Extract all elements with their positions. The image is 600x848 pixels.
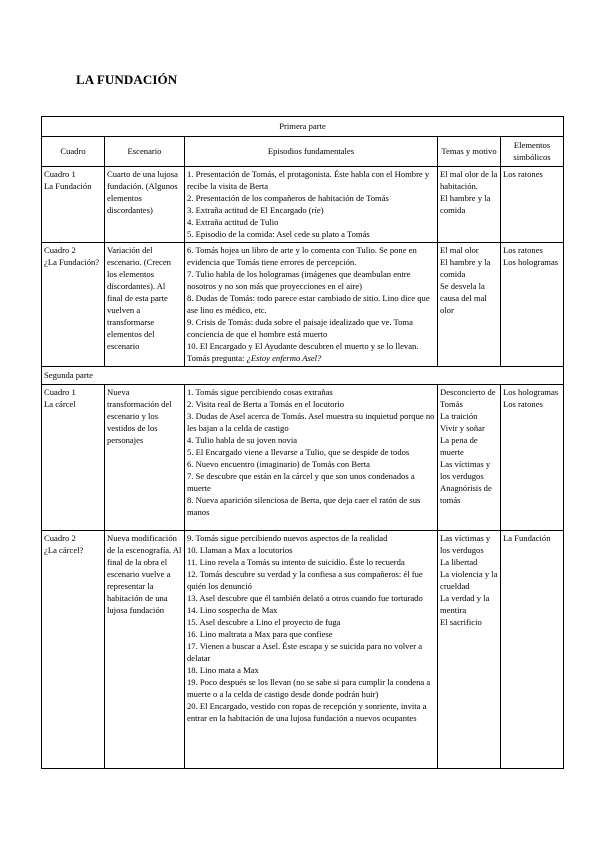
tema: Anagnórisis de tomás <box>440 483 492 505</box>
elemento: Los hologramas <box>503 387 559 397</box>
header-cuadro: Cuadro <box>42 137 105 167</box>
episodios-cell <box>185 167 438 243</box>
elementos-cell <box>501 531 564 769</box>
elemento: Los ratones <box>503 399 543 409</box>
tema: El hambre y la comida <box>440 257 491 279</box>
page-title: LA FUNDACIÓN <box>76 72 178 87</box>
elemento: Los hologramas <box>503 257 559 267</box>
episodios-cell <box>185 531 438 769</box>
episode: 1. Tomás sigue percibiendo cosas extrañas <box>187 387 333 397</box>
elemento: Los ratones <box>503 169 543 179</box>
episode: 8. Dudas de Tomás: todo parece estar cambiado de sitio. Lino dice que ase lino es médico, etc. <box>187 293 430 315</box>
escenario-cell: Nueva transformación del escenario y los vestidos de los personajes <box>105 385 185 531</box>
cuadro-cell <box>42 531 105 769</box>
cuadro-cell <box>42 385 105 531</box>
elementos-cell <box>501 385 564 531</box>
tema: La libertad <box>440 557 478 567</box>
episode: 2. Visita real de Berta a Tomás en el locutorio <box>187 399 345 409</box>
temas-cell <box>438 385 501 531</box>
tema: La pena de muerte <box>440 435 478 457</box>
episode-quote: ¿Estoy enfermo Asel? <box>246 353 322 363</box>
episode: 5. El Encargado viene a llevarse a Tulio, que se despide de todos <box>187 447 410 457</box>
episode: 7. Se descubre que están en la cárcel y que son unos condenados a muerte <box>187 471 415 493</box>
table-row <box>42 243 564 367</box>
escenario-cell: Variación del escenario. (Crecen los elementos discordantes). Al final de esta parte vuelven a transformarse elementos del escenario <box>105 243 185 367</box>
episode: 18. Lino mata a Max <box>187 665 259 675</box>
elemento: Los ratones <box>503 245 543 255</box>
tema: El hambre y la comida <box>440 193 491 215</box>
escenario-cell: Nueva modificación de la escenografía. Al final de la obra el escenario vuelve a representar la habitación de una lujosa fundación <box>105 531 185 769</box>
episodios-cell <box>185 243 438 367</box>
episode: 3. Dudas de Asel acerca de Tomás. Asel muestra su inquietud porque no les bajan a la celda de castigo <box>187 411 435 433</box>
tema: Las víctimas y los verdugos <box>440 533 491 555</box>
episode: 9. Crisis de Tomás: duda sobre el paisaje idealizado que ve. Toma conciencia de que el hombre está muerto <box>187 317 413 339</box>
episode: 8. Nueva aparición silenciosa de Berta, que deja caer el ratón de sus manos <box>187 495 421 517</box>
cuadro-cell <box>42 243 105 367</box>
episodios-cell <box>185 385 438 531</box>
temas-cell <box>438 167 501 243</box>
cuadro-number: Cuadro 2 <box>44 533 76 543</box>
tema: Vivir y soñar <box>440 423 485 433</box>
episode: 6. Nuevo encuentro (imaginario) de Tomás con Berta <box>187 459 370 469</box>
tema: Las víctimas y los verdugos <box>440 459 491 481</box>
structure-table <box>41 116 564 769</box>
table-row <box>42 385 564 531</box>
episode: 6. Tomás hojea un libro de arte y lo comenta con Tulio. Se pone en evidencia que Tomás tiene errores de percepción. <box>187 245 417 267</box>
episode: 2. Presentación de los compañeros de habitación de Tomás <box>187 193 389 203</box>
episode-last <box>187 340 435 364</box>
header-episodios: Episodios fundamentales <box>185 137 438 167</box>
cuadro-name: La Fundación <box>44 181 92 191</box>
cuadro-number: Cuadro 1 <box>44 169 76 179</box>
tema: La verdad y la mentira <box>440 593 490 615</box>
episode: 13. Asel descubre que él también delató a otros cuando fue torturado <box>187 593 423 603</box>
tema: La traición <box>440 411 478 421</box>
episode: 3. Extraña actitud de El Encargado (ríe) <box>187 205 324 215</box>
cuadro-name: La cárcel <box>44 399 76 409</box>
episode: 9. Tomás sigue percibiendo nuevos aspectos de la realidad <box>187 533 388 543</box>
episode: 12. Tomás descubre su verdad y la confiesa a sus compañeros: él fue quién los denunció <box>187 569 423 591</box>
episode: 1. Presentación de Tomás, el protagonista. Éste habla con el Hombre y recibe la visita de Berta <box>187 169 430 191</box>
cuadro-name: ¿La Fundación? <box>44 257 100 267</box>
episode: 14. Lino sospecha de Max <box>187 605 278 615</box>
temas-cell <box>438 243 501 367</box>
cuadro-number: Cuadro 2 <box>44 245 76 255</box>
elementos-cell <box>501 243 564 367</box>
escenario-cell: Cuarto de una lujosa fundación. (Algunos elementos discordantes) <box>105 167 185 243</box>
episode: 11. Lino revela a Tomás su intento de suicidio. Éste lo recuerda <box>187 557 405 567</box>
episode: 5. Episodio de la comida: Asel cede su plato a Tomás <box>187 229 370 239</box>
header-elementos: Elementos simbólicos <box>501 137 564 167</box>
table-row <box>42 167 564 243</box>
tema: El sacrificio <box>440 617 482 627</box>
tema: Se desvela la causa del mal olor <box>440 281 487 315</box>
episode: 7. Tulio habla de los hologramas (imágenes que deambulan entre nosotros y no son más que proyecciones en el aire) <box>187 269 411 291</box>
part-header-primera: Primera parte <box>42 117 564 137</box>
elementos-cell <box>501 167 564 243</box>
tema: Desconcierto de Tomás <box>440 387 496 409</box>
episode: 20. El Encargado, vestido con ropas de recepción y sonriente, invita a entrar en la habitación de una lujosa fundación a nuevos ocupantes <box>187 701 427 723</box>
episode: 15. Asel descubre a Lino el proyecto de fuga <box>187 617 341 627</box>
temas-cell <box>438 531 501 769</box>
part-header-segunda: Segunda parte <box>42 367 564 385</box>
episode: 17. Vienen a buscar a Asel. Éste escapa y se suicida para no volver a delatar <box>187 641 423 663</box>
episode: 4. Extraña actitud de Tulio <box>187 217 279 227</box>
header-escenario: Escenario <box>105 137 185 167</box>
header-temas: Temas y motivo <box>438 137 501 167</box>
episode-text: 10. El Encargado y El Ayudante descubren el muerto y se lo llevan. Tomás pregunta: <box>187 341 419 363</box>
cuadro-cell <box>42 167 105 243</box>
episode: 4. Tulio habla de su joven novia <box>187 435 298 445</box>
episode: 16. Lino maltrata a Max para que confiese <box>187 629 333 639</box>
episode: 19. Poco después se los llevan (no se sabe si para cumplir la condena a muerte o a la celda de castigo desde donde podrán huir) <box>187 677 431 699</box>
tema: El mal olor <box>440 245 479 255</box>
elemento: La Fundación <box>503 533 551 543</box>
episode: 10. Llaman a Max a locutorios <box>187 545 293 555</box>
tema: La violencia y la crueldad <box>440 569 498 591</box>
cuadro-name: ¿La cárcel? <box>44 545 84 555</box>
table-row <box>42 531 564 769</box>
tema: El mal olor de la habitación. <box>440 169 498 191</box>
cuadro-number: Cuadro 1 <box>44 387 76 397</box>
